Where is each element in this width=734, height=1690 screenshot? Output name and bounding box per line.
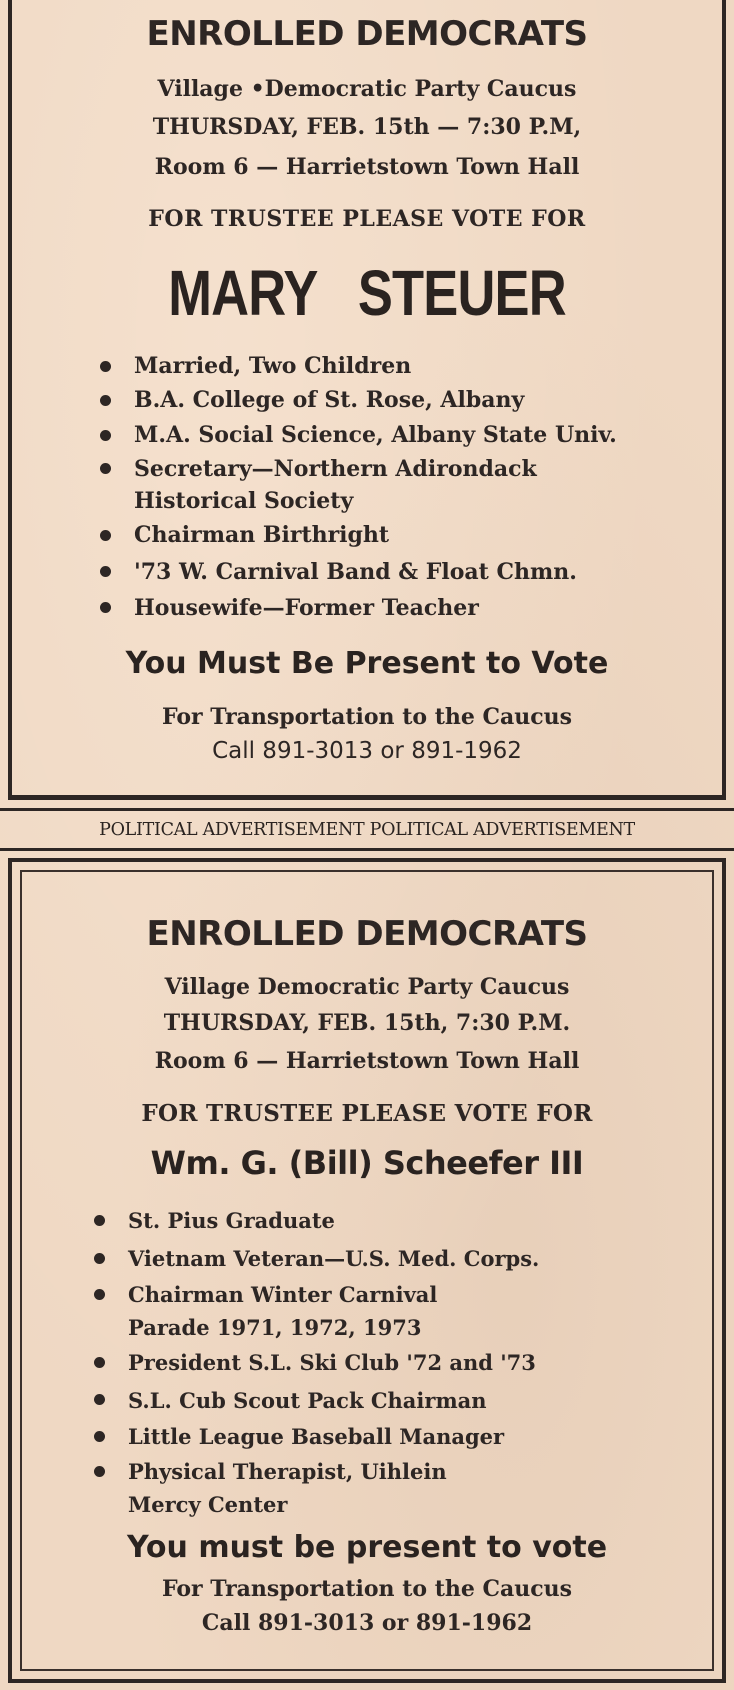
list-item [134, 517, 617, 554]
qualification-text: B.A. College of St. Rose, Albany [134, 387, 525, 413]
top-ad-caucus: Village •Democratic Party Caucus [157, 76, 577, 102]
separator-rule [0, 848, 734, 851]
bullet-icon [94, 1289, 105, 1300]
list-item [134, 554, 617, 590]
top-ad-heading: ENROLLED DEMOCRATS [146, 14, 588, 54]
list-item [128, 1278, 539, 1344]
list-item [128, 1419, 539, 1455]
top-ad-location: Room 6 — Harrietstown Town Hall [154, 154, 580, 180]
qualification-text: Secretary—Northern Adirondack [134, 456, 537, 482]
list-item [134, 453, 617, 517]
qualification-text: Chairman Winter Carnival [128, 1282, 438, 1307]
top-ad-candidate-name: MARY STEUER [168, 257, 566, 329]
qualification-text-continued: Mercy Center [128, 1492, 288, 1517]
bottom-ad-date-time: THURSDAY, FEB. 15th, 7:30 P.M. [163, 1010, 571, 1036]
bullet-icon [100, 602, 111, 613]
bottom-ad-caucus: Village Democratic Party Caucus [164, 974, 570, 1000]
qualification-text: Vietnam Veteran—U.S. Med. Corps. [128, 1246, 540, 1271]
bottom-ad-transport-notice: For Transportation to the Caucus [161, 1576, 573, 1602]
bottom-ad-present-notice: You must be present to vote [126, 1530, 608, 1565]
top-ad-phone-numbers: Call 891-3013 or 891-1962 [212, 738, 522, 764]
list-item [134, 383, 617, 418]
list-item [128, 1240, 539, 1278]
bottom-ad-phone-numbers: Call 891-3013 or 891-1962 [201, 1610, 533, 1636]
separator-rule [0, 808, 734, 811]
qualification-text: Married, Two Children [134, 353, 412, 379]
bullet-icon [100, 463, 111, 474]
list-item [134, 590, 617, 626]
bottom-ad-candidate-name: Wm. G. (Bill) Scheefer III [150, 1144, 584, 1182]
top-ad-vote-for: FOR TRUSTEE PLEASE VOTE FOR [148, 206, 586, 232]
bullet-icon [94, 1466, 105, 1477]
qualification-text: Little League Baseball Manager [128, 1424, 505, 1449]
qualification-text-continued: Parade 1971, 1972, 1973 [128, 1315, 422, 1340]
qualification-text: St. Pius Graduate [128, 1208, 335, 1233]
bullet-icon [100, 566, 111, 577]
list-item [128, 1344, 539, 1382]
list-item [134, 350, 617, 383]
bullet-icon [94, 1431, 105, 1442]
bullet-icon [100, 395, 111, 406]
list-item [128, 1455, 539, 1521]
qualification-text-continued: Historical Society [134, 488, 354, 514]
list-item [134, 418, 617, 453]
top-advertisement [8, 0, 726, 800]
top-ad-present-notice: You Must Be Present to Vote [125, 646, 609, 681]
qualification-text: President S.L. Ski Club '72 and '73 [128, 1350, 536, 1375]
list-item [128, 1202, 539, 1240]
bullet-icon [94, 1253, 105, 1264]
bullet-icon [94, 1357, 105, 1368]
top-ad-date-time: THURSDAY, FEB. 15th — 7:30 P.M, [152, 114, 582, 140]
bottom-ad-location: Room 6 — Harrietstown Town Hall [154, 1048, 580, 1074]
bullet-icon [100, 530, 111, 541]
bullet-icon [100, 361, 111, 372]
bottom-advertisement [8, 858, 726, 1683]
bottom-ad-heading: ENROLLED DEMOCRATS [146, 914, 588, 954]
bottom-ad-vote-for: FOR TRUSTEE PLEASE VOTE FOR [141, 1100, 593, 1127]
bullet-icon [94, 1394, 105, 1405]
bullet-icon [100, 430, 111, 441]
qualification-text: M.A. Social Science, Albany State Univ. [134, 422, 617, 448]
list-item [128, 1382, 539, 1419]
bullet-icon [94, 1215, 105, 1226]
qualification-text: '73 W. Carnival Band & Float Chmn. [134, 559, 577, 585]
qualification-text: S.L. Cub Scout Pack Chairman [128, 1388, 487, 1413]
top-ad-transport-notice: For Transportation to the Caucus [161, 704, 573, 730]
qualification-text: Physical Therapist, Uihlein [128, 1459, 447, 1484]
top-ad-qualifications-list [134, 350, 617, 626]
qualification-text: Chairman Birthright [134, 522, 390, 548]
political-advertisement-banner: POLITICAL ADVERTISEMENT POLITICAL ADVERTISEMENT [99, 820, 635, 840]
bottom-ad-qualifications-list [128, 1202, 539, 1521]
qualification-text: Housewife—Former Teacher [134, 595, 479, 621]
